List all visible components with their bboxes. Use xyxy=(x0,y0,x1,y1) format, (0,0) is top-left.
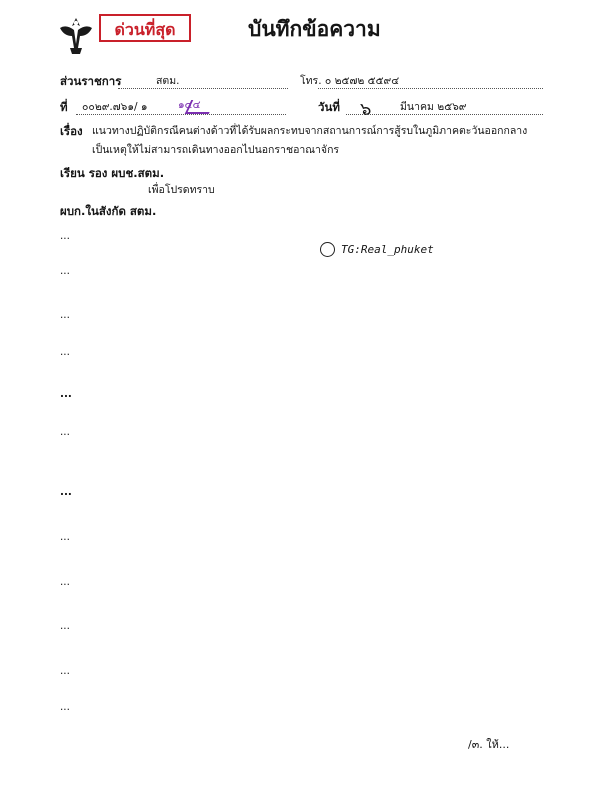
phone-number: โทร. ๐ ๒๕๗๒ ๕๕๙๔ xyxy=(300,75,400,87)
date-value: มีนาคม ๒๕๖๙ xyxy=(400,101,467,113)
ref-stamp: ๑๔๔ xyxy=(178,99,201,111)
body-line-6: ... xyxy=(60,426,70,438)
watermark-text: TG:Real_phuket xyxy=(341,243,434,256)
department-label: ส่วนราชการ xyxy=(60,74,122,88)
body-line-2: ... xyxy=(60,265,70,277)
body-line-12: ... xyxy=(60,701,70,713)
badge-circle-icon xyxy=(320,242,335,257)
phone-dotline xyxy=(318,88,543,89)
body-line-4: ... xyxy=(60,346,70,358)
date-label: วันที่ xyxy=(318,100,340,114)
ref-dotline xyxy=(76,114,286,115)
body-line-11: ... xyxy=(60,665,70,677)
for-information: เพื่อโปรดทราบ xyxy=(148,184,215,196)
garuda-emblem-icon xyxy=(56,14,96,56)
body-line-8: ... xyxy=(60,531,70,543)
body-line-9: ... xyxy=(60,576,70,588)
body-line-3: ... xyxy=(60,309,70,321)
ref-label: ที่ xyxy=(60,100,68,114)
addressee: เรียน รอง ผบช.สตม. xyxy=(60,166,165,180)
addressee-subordinates: ผบก.ในสังกัด สตม. xyxy=(60,204,157,218)
urgent-stamp: ด่วนที่สุด xyxy=(99,14,191,42)
body-line-1: ... xyxy=(60,230,70,242)
date-dotline xyxy=(346,114,543,115)
ink-mark xyxy=(185,100,216,114)
subject-line-1: แนวทางปฏิบัติกรณีคนต่างด้าวที่ได้รับผลกระทบจากสถานการณ์การสู้รบในภูมิภาคตะวันออกกลาง xyxy=(92,125,528,137)
subject-label: เรื่อง xyxy=(60,124,83,138)
continue-marker: /๓. ให้... xyxy=(468,738,510,751)
watermark xyxy=(320,242,434,257)
department-value: สตม. xyxy=(156,75,180,87)
memo-title: บันทึกข้อความ xyxy=(248,17,381,41)
subject-line-2: เป็นเหตุให้ไม่สามารถเดินทางออกไปนอกราชอาณาจักร xyxy=(92,144,340,156)
body-line-7: ... xyxy=(60,486,72,498)
body-line-5: ... xyxy=(60,388,72,400)
date-day: ๖ xyxy=(360,99,372,120)
body-line-10: ... xyxy=(60,620,70,632)
department-dotline xyxy=(118,88,288,89)
ref-number: ๐๐๒๙.๗๖๑/ ๑ xyxy=(82,101,148,113)
